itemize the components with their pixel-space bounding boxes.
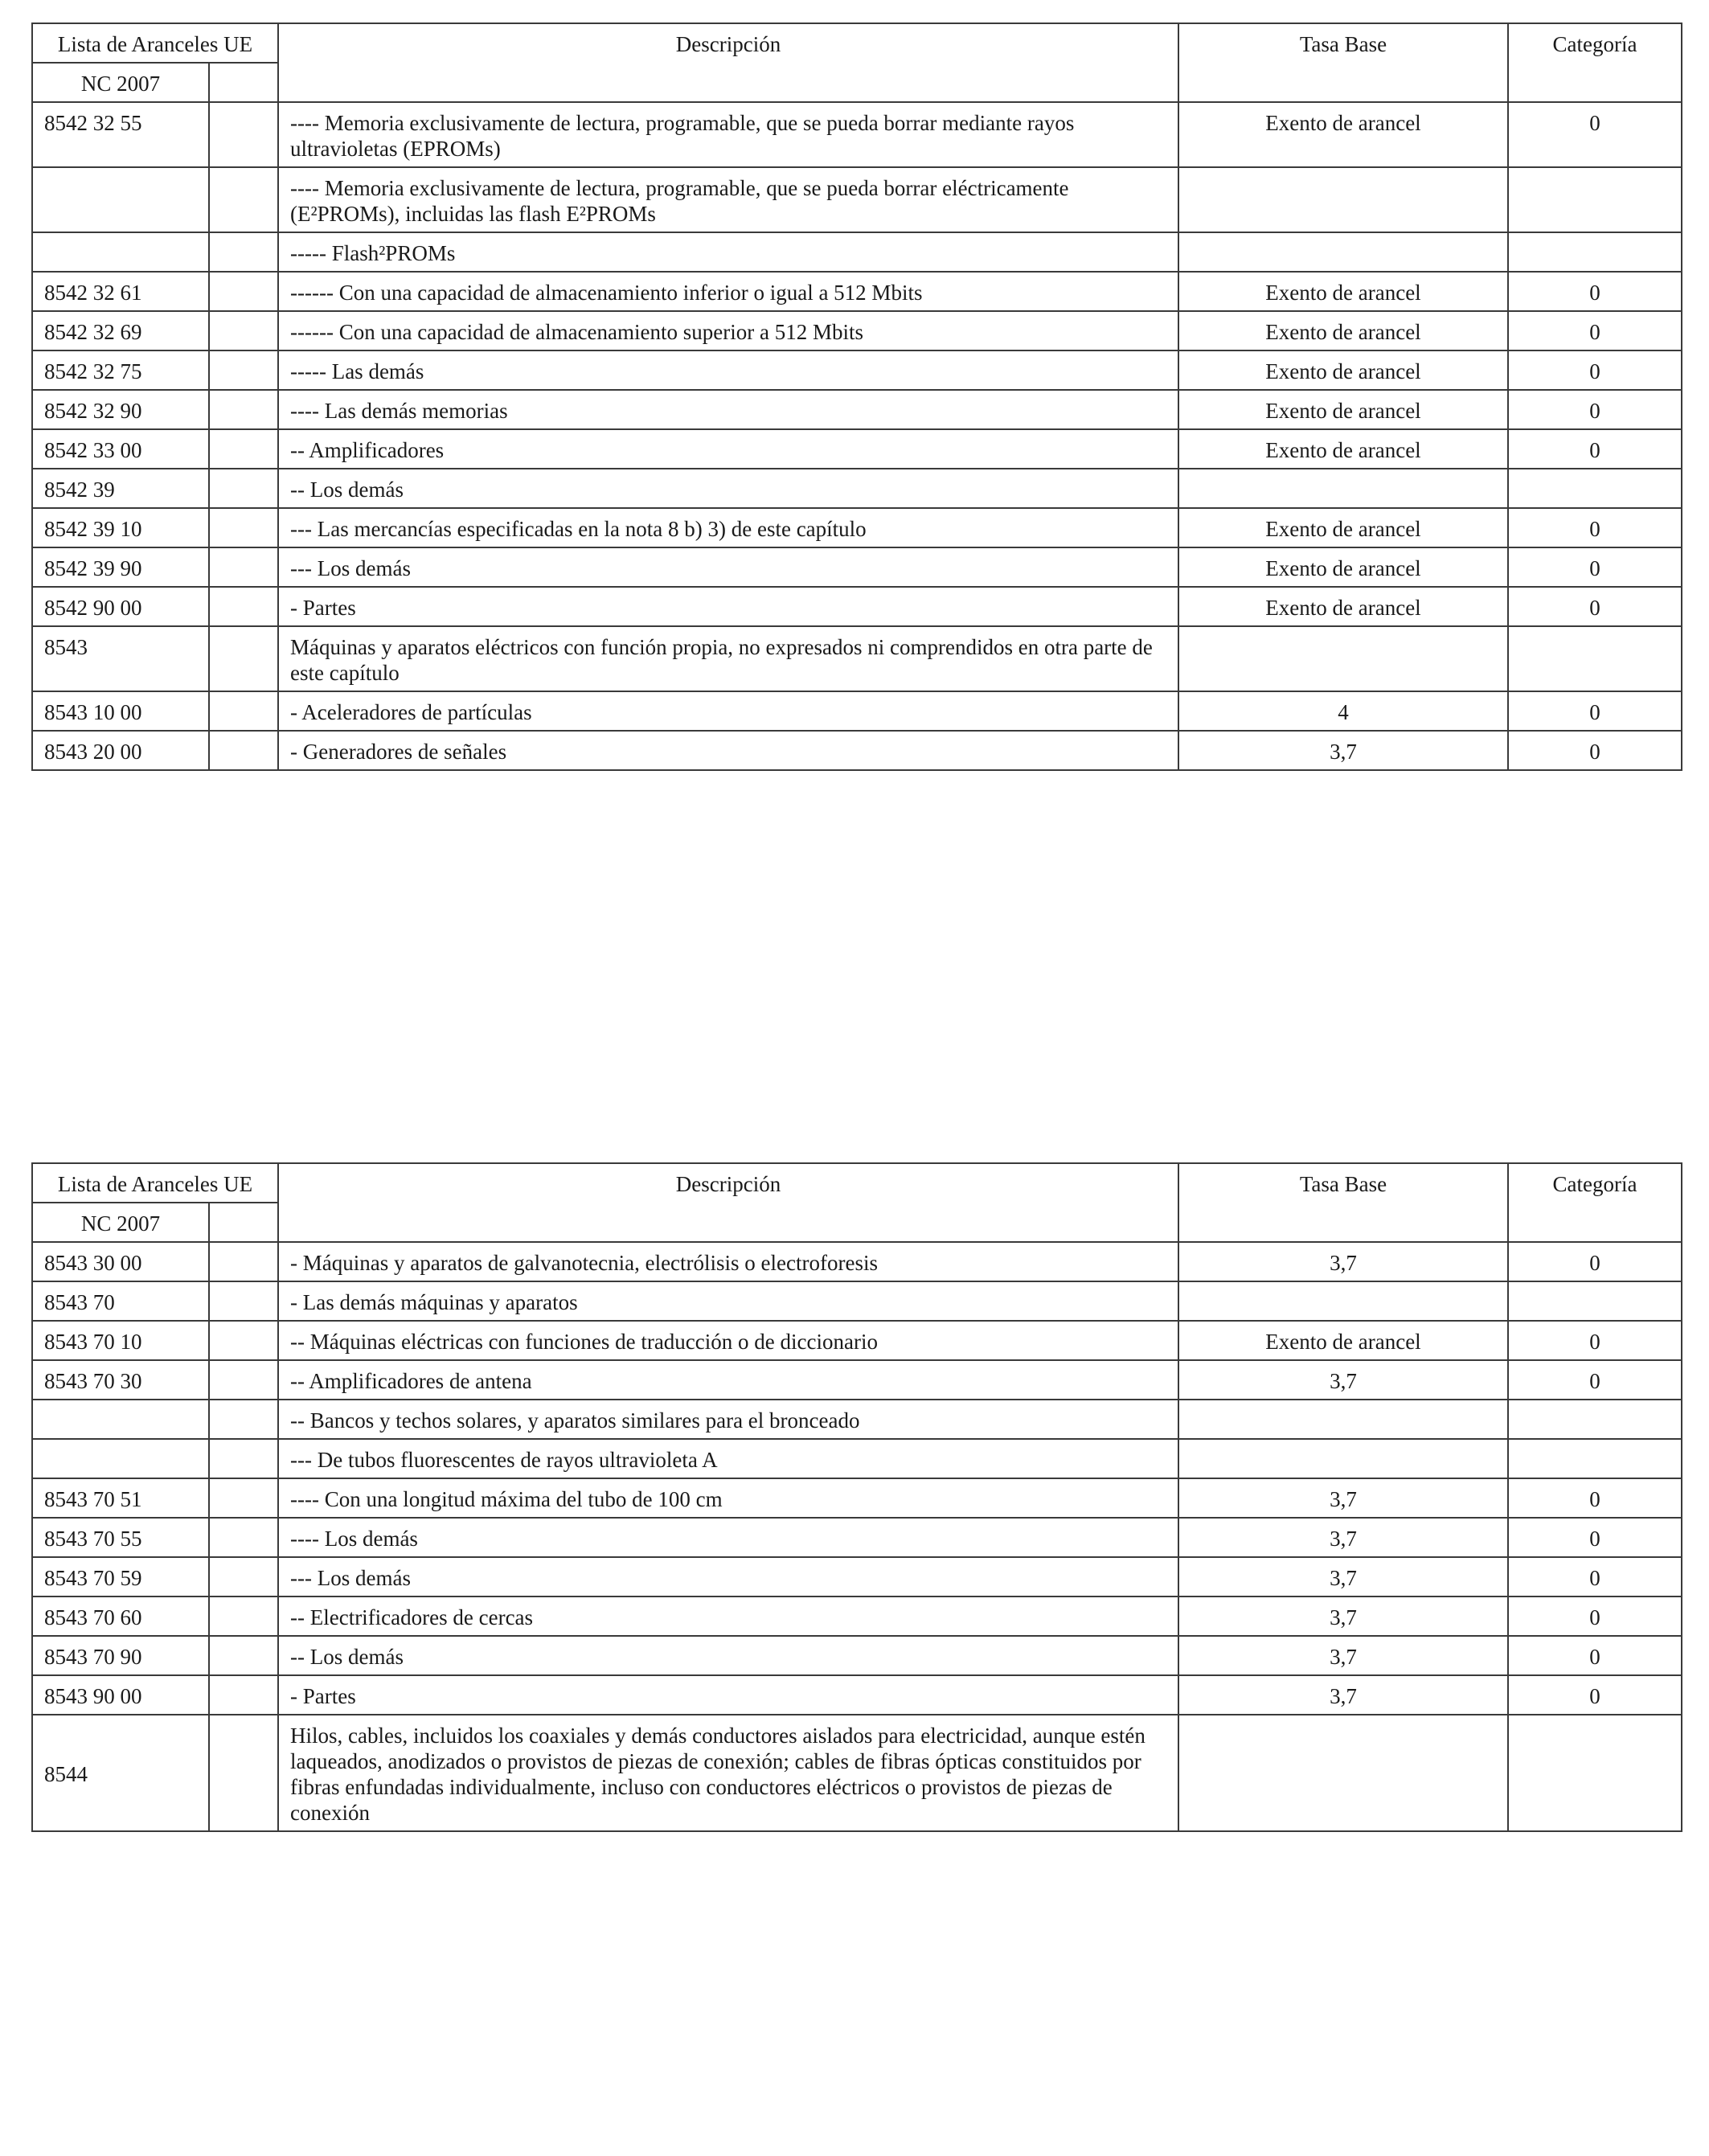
tariff-code-cell: 8542 32 75 (32, 350, 209, 390)
description-cell: ---- Memoria exclusivamente de lectura, programable, que se pueda borrar eléctricamente (E²PROMs), incluidas las flash E²PROMs (278, 167, 1178, 232)
header-blank-cell (209, 63, 278, 102)
base-rate-cell (1178, 626, 1508, 691)
header-categoria: Categoría (1508, 1163, 1682, 1242)
description-cell: - Aceleradores de partículas (278, 691, 1178, 731)
blank-cell (209, 350, 278, 390)
tariff-code-cell: 8542 39 10 (32, 508, 209, 547)
description-cell: Máquinas y aparatos eléctricos con función propia, no expresados ni comprendidos en otra parte de este capítulo (278, 626, 1178, 691)
blank-cell (209, 626, 278, 691)
category-cell: 0 (1508, 731, 1682, 770)
description-cell: -- Los demás (278, 1636, 1178, 1675)
description-cell: --- Las mercancías especificadas en la nota 8 b) 3) de este capítulo (278, 508, 1178, 547)
table-row (32, 272, 1682, 311)
blank-cell (209, 429, 278, 469)
category-cell (1508, 1400, 1682, 1439)
tariff-code-cell: 8543 10 00 (32, 691, 209, 731)
header-tasa-base: Tasa Base (1178, 23, 1508, 102)
description-cell: --- Los demás (278, 1557, 1178, 1597)
base-rate-cell: Exento de arancel (1178, 429, 1508, 469)
base-rate-cell: Exento de arancel (1178, 1321, 1508, 1360)
header-tasa-base: Tasa Base (1178, 1163, 1508, 1242)
description-cell: --- Los demás (278, 547, 1178, 587)
base-rate-cell (1178, 232, 1508, 272)
category-cell: 0 (1508, 102, 1682, 167)
description-cell: - Máquinas y aparatos de galvanotecnia, electrólisis o electroforesis (278, 1242, 1178, 1281)
category-cell: 0 (1508, 1518, 1682, 1557)
header-descripcion: Descripción (278, 23, 1178, 102)
category-cell: 0 (1508, 1675, 1682, 1715)
table-row (32, 350, 1682, 390)
table-row (32, 508, 1682, 547)
header-lista-aranceles: Lista de Aranceles UE (32, 23, 278, 63)
category-cell: 0 (1508, 587, 1682, 626)
description-cell: ----- Las demás (278, 350, 1178, 390)
tariff-code-cell: 8543 70 60 (32, 1597, 209, 1636)
base-rate-cell (1178, 469, 1508, 508)
tariff-code-cell: 8542 32 61 (32, 272, 209, 311)
tariff-code-cell: 8543 70 51 (32, 1478, 209, 1518)
tariff-code-cell: 8544 (32, 1715, 209, 1831)
table-row (32, 1675, 1682, 1715)
description-cell: - Las demás máquinas y aparatos (278, 1281, 1178, 1321)
category-cell: 0 (1508, 1636, 1682, 1675)
blank-cell (209, 1321, 278, 1360)
table-row (32, 1360, 1682, 1400)
tariff-code-cell: 8542 33 00 (32, 429, 209, 469)
tariff-code-cell: 8543 70 59 (32, 1557, 209, 1597)
blank-cell (209, 691, 278, 731)
table-row (32, 587, 1682, 626)
blank-cell (209, 1478, 278, 1518)
blank-cell (209, 1281, 278, 1321)
tariff-table-1-body (32, 102, 1682, 770)
base-rate-cell: Exento de arancel (1178, 350, 1508, 390)
tariff-code-cell: 8542 32 69 (32, 311, 209, 350)
tariff-code-cell: 8542 39 90 (32, 547, 209, 587)
category-cell: 0 (1508, 1360, 1682, 1400)
table-row (32, 1242, 1682, 1281)
blank-cell (209, 1360, 278, 1400)
table-row (32, 731, 1682, 770)
tariff-table-2-body (32, 1242, 1682, 1831)
category-cell (1508, 1715, 1682, 1831)
description-cell: --- De tubos fluorescentes de rayos ultravioleta A (278, 1439, 1178, 1478)
category-cell: 0 (1508, 547, 1682, 587)
tariff-code-cell: 8542 90 00 (32, 587, 209, 626)
table-row (32, 429, 1682, 469)
blank-cell (209, 1242, 278, 1281)
description-cell: -- Amplificadores de antena (278, 1360, 1178, 1400)
base-rate-cell: 3,7 (1178, 1675, 1508, 1715)
tariff-code-cell (32, 167, 209, 232)
table-row (32, 1636, 1682, 1675)
base-rate-cell: Exento de arancel (1178, 311, 1508, 350)
blank-cell (209, 102, 278, 167)
blank-cell (209, 731, 278, 770)
blank-cell (209, 508, 278, 547)
table-row (32, 1597, 1682, 1636)
category-cell: 0 (1508, 1478, 1682, 1518)
blank-cell (209, 469, 278, 508)
blank-cell (209, 1400, 278, 1439)
tariff-code-cell: 8543 20 00 (32, 731, 209, 770)
tariff-code-cell: 8543 30 00 (32, 1242, 209, 1281)
base-rate-cell (1178, 167, 1508, 232)
table-row (32, 1400, 1682, 1439)
category-cell: 0 (1508, 508, 1682, 547)
base-rate-cell: 3,7 (1178, 1360, 1508, 1400)
base-rate-cell: Exento de arancel (1178, 272, 1508, 311)
base-rate-cell: 3,7 (1178, 1242, 1508, 1281)
tariff-code-cell: 8543 70 90 (32, 1636, 209, 1675)
base-rate-cell: 3,7 (1178, 1636, 1508, 1675)
base-rate-cell: 3,7 (1178, 1557, 1508, 1597)
description-cell: - Partes (278, 587, 1178, 626)
category-cell (1508, 1439, 1682, 1478)
tariff-code-cell: 8543 70 55 (32, 1518, 209, 1557)
category-cell: 0 (1508, 1321, 1682, 1360)
base-rate-cell: 4 (1178, 691, 1508, 731)
description-cell: ------ Con una capacidad de almacenamiento inferior o igual a 512 Mbits (278, 272, 1178, 311)
blank-cell (209, 390, 278, 429)
table-row (32, 1518, 1682, 1557)
base-rate-cell: Exento de arancel (1178, 547, 1508, 587)
table-row (32, 547, 1682, 587)
header-nc-2007: NC 2007 (32, 1203, 209, 1242)
table-row (32, 1439, 1682, 1478)
tariff-code-cell: 8543 70 30 (32, 1360, 209, 1400)
tariff-code-cell: 8542 32 90 (32, 390, 209, 429)
base-rate-cell (1178, 1281, 1508, 1321)
header-descripcion: Descripción (278, 1163, 1178, 1242)
category-cell: 0 (1508, 390, 1682, 429)
blank-cell (209, 167, 278, 232)
description-cell: ------ Con una capacidad de almacenamiento superior a 512 Mbits (278, 311, 1178, 350)
base-rate-cell (1178, 1439, 1508, 1478)
tariff-code-cell: 8543 70 10 (32, 1321, 209, 1360)
base-rate-cell: 3,7 (1178, 731, 1508, 770)
tariff-code-cell: 8543 70 (32, 1281, 209, 1321)
blank-cell (209, 1675, 278, 1715)
table-row (32, 1478, 1682, 1518)
category-cell: 0 (1508, 1597, 1682, 1636)
table-row (32, 1557, 1682, 1597)
category-cell: 0 (1508, 429, 1682, 469)
category-cell: 0 (1508, 1242, 1682, 1281)
table-row (32, 1715, 1682, 1831)
description-cell: Hilos, cables, incluidos los coaxiales y demás conductores aislados para electricidad, aunque estén laqueados, anodizados o provistos de piezas de conexión; cables de fibras ópticas constituidos por fibras enfundadas individualmente, incluso con conductores eléctricos o provistos de piezas de conexión (278, 1715, 1178, 1831)
base-rate-cell (1178, 1715, 1508, 1831)
category-cell (1508, 626, 1682, 691)
category-cell: 0 (1508, 311, 1682, 350)
description-cell: -- Los demás (278, 469, 1178, 508)
table-row (32, 102, 1682, 167)
category-cell (1508, 167, 1682, 232)
category-cell (1508, 469, 1682, 508)
tariff-code-cell (32, 1439, 209, 1478)
description-cell: ---- Memoria exclusivamente de lectura, programable, que se pueda borrar mediante rayos ultravioletas (EPROMs) (278, 102, 1178, 167)
blank-cell (209, 1597, 278, 1636)
blank-cell (209, 547, 278, 587)
blank-cell (209, 1439, 278, 1478)
table-row (32, 1281, 1682, 1321)
tariff-code-cell (32, 232, 209, 272)
base-rate-cell (1178, 1400, 1508, 1439)
table-row (32, 1321, 1682, 1360)
description-cell: ---- Con una longitud máxima del tubo de 100 cm (278, 1478, 1178, 1518)
tariff-code-cell: 8543 (32, 626, 209, 691)
header-lista-aranceles: Lista de Aranceles UE (32, 1163, 278, 1203)
table-row (32, 232, 1682, 272)
category-cell: 0 (1508, 1557, 1682, 1597)
table-row (32, 167, 1682, 232)
description-cell: ---- Los demás (278, 1518, 1178, 1557)
description-cell: ----- Flash²PROMs (278, 232, 1178, 272)
base-rate-cell: 3,7 (1178, 1478, 1508, 1518)
blank-cell (209, 587, 278, 626)
blank-cell (209, 272, 278, 311)
tariff-code-cell: 8543 90 00 (32, 1675, 209, 1715)
tariff-table-1 (31, 23, 1682, 771)
table-row (32, 691, 1682, 731)
table-row (32, 390, 1682, 429)
category-cell (1508, 232, 1682, 272)
description-cell: -- Bancos y techos solares, y aparatos similares para el bronceado (278, 1400, 1178, 1439)
description-cell: -- Electrificadores de cercas (278, 1597, 1178, 1636)
blank-cell (209, 1557, 278, 1597)
category-cell (1508, 1281, 1682, 1321)
base-rate-cell: Exento de arancel (1178, 390, 1508, 429)
blank-cell (209, 1636, 278, 1675)
base-rate-cell: 3,7 (1178, 1597, 1508, 1636)
description-cell: -- Máquinas eléctricas con funciones de traducción o de diccionario (278, 1321, 1178, 1360)
header-blank-cell (209, 1203, 278, 1242)
category-cell: 0 (1508, 691, 1682, 731)
tariff-code-cell: 8542 39 (32, 469, 209, 508)
blank-cell (209, 311, 278, 350)
blank-cell (209, 232, 278, 272)
description-cell: ---- Las demás memorias (278, 390, 1178, 429)
tariff-code-cell: 8542 32 55 (32, 102, 209, 167)
blank-cell (209, 1715, 278, 1831)
description-cell: - Partes (278, 1675, 1178, 1715)
base-rate-cell: Exento de arancel (1178, 587, 1508, 626)
category-cell: 0 (1508, 350, 1682, 390)
description-cell: -- Amplificadores (278, 429, 1178, 469)
category-cell: 0 (1508, 272, 1682, 311)
base-rate-cell: 3,7 (1178, 1518, 1508, 1557)
base-rate-cell: Exento de arancel (1178, 508, 1508, 547)
tariff-code-cell (32, 1400, 209, 1439)
table-row (32, 311, 1682, 350)
blank-cell (209, 1518, 278, 1557)
description-cell: - Generadores de señales (278, 731, 1178, 770)
header-nc-2007: NC 2007 (32, 63, 209, 102)
header-categoria: Categoría (1508, 23, 1682, 102)
table-row (32, 626, 1682, 691)
tariff-table-2 (31, 1162, 1682, 1832)
table-row (32, 469, 1682, 508)
base-rate-cell: Exento de arancel (1178, 102, 1508, 167)
